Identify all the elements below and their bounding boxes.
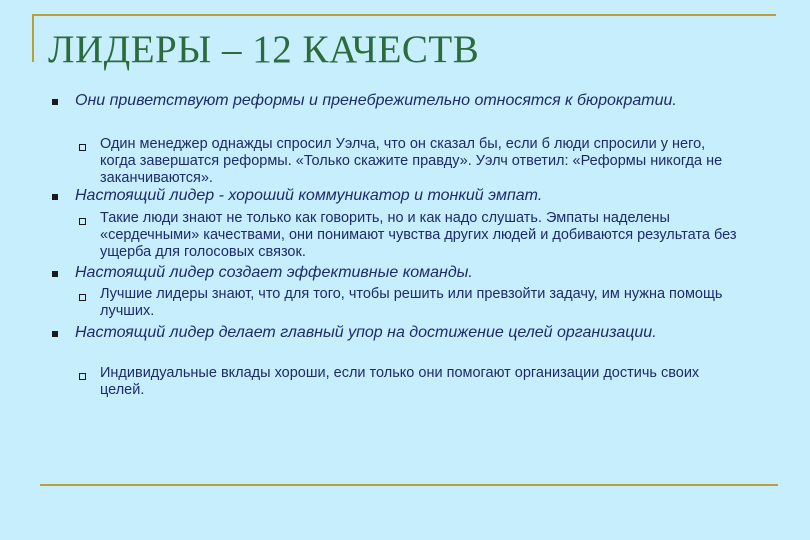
bullet-item: Настоящий лидер - хороший коммуникатор и тонкий эмпат. (75, 187, 543, 204)
sub-bullet-item: Индивидуальные вклады хороши, если только они помогают организации достичь своих целей. (100, 365, 700, 398)
square-bullet-icon (52, 99, 58, 105)
square-bullet-icon (52, 194, 58, 200)
bullet-item: Они приветствуют реформы и пренебрежительно относятся к бюрократии. (75, 92, 677, 109)
bullet-item: Настоящий лидер создает эффективные команды. (75, 264, 473, 281)
hollow-square-bullet-icon (79, 294, 86, 301)
hollow-square-bullet-icon (79, 373, 86, 380)
hollow-square-bullet-icon (79, 144, 86, 151)
slide-title: ЛИДЕРЫ – 12 КАЧЕСТВ (48, 28, 480, 71)
sub-bullet-item: Один менеджер однажды спросил Уэлча, что он сказал бы, если б люди спросили у него, когда завершатся реформы. «Только скажите правду». Уэлч ответил: «Реформы никогда не заканчиваются». (100, 136, 723, 186)
square-bullet-icon (52, 331, 58, 337)
hollow-square-bullet-icon (79, 218, 86, 225)
decorative-top-line (32, 14, 776, 16)
sub-bullet-item: Лучшие лидеры знают, что для того, чтобы решить или превзойти задачу, им нужна помощь лучших. (100, 286, 723, 319)
decorative-vertical-line (32, 14, 34, 62)
square-bullet-icon (52, 271, 58, 277)
bullet-item: Настоящий лидер делает главный упор на достижение целей организации. (75, 324, 657, 341)
sub-bullet-item: Такие люди знают не только как говорить, но и как надо слушать. Эмпаты наделены «сердечными» качествами, они понимают чувства других людей и добиваются результата без ущерба для голосовых связок. (100, 210, 737, 260)
decorative-bottom-line (40, 484, 778, 486)
